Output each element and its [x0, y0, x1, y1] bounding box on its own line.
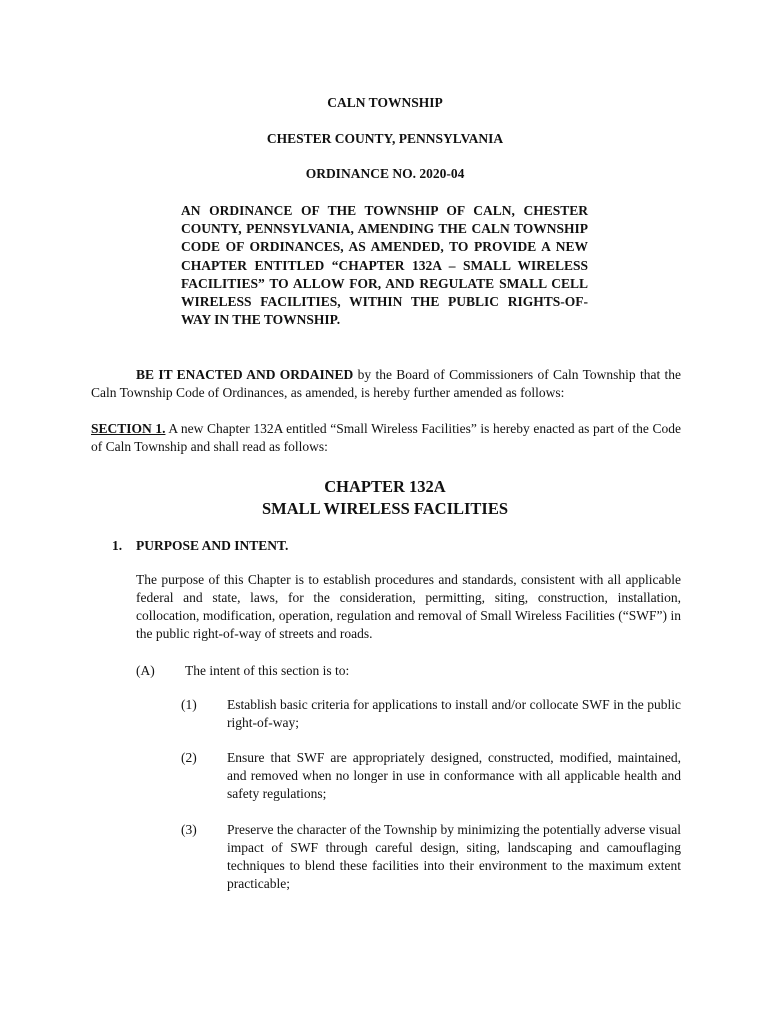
intent-item-text: Ensure that SWF are appropriately designed, constructed, modified, maintained, and removed when no longer in use in conformance with all applicable health and safety regulations; — [227, 750, 681, 801]
chapter-number: CHAPTER 132A — [324, 477, 446, 496]
section-1-paragraph — [91, 420, 681, 456]
chapter-title: SMALL WIRELESS FACILITIES — [261, 499, 509, 518]
ordinance-number: ORDINANCE NO. 2020-04 — [305, 166, 465, 181]
intent-item-number: (3) — [181, 822, 197, 837]
purpose-paragraph: The purpose of this Chapter is to establish procedures and standards, consistent with all applicable federal and state, laws, for the consideration, permitting, siting, construction, installation, collocation, modification, operation, regulation and removal of Small Wireless Facilities (“SWF”) in the public right-of-way of streets and roads. — [136, 572, 681, 641]
intent-item-number: (2) — [181, 750, 197, 765]
intent-item-number: (1) — [181, 697, 197, 712]
section-1-text: A new Chapter 132A entitled “Small Wireless Facilities” is hereby enacted as part of the Code of Caln Township and shall read as follows: — [91, 421, 681, 454]
purpose-heading: PURPOSE AND INTENT. — [136, 538, 289, 553]
purpose-number: 1. — [112, 538, 123, 553]
intent-text: The intent of this section is to: — [185, 663, 350, 678]
enactment-paragraph — [91, 366, 681, 402]
intent-label: (A) — [136, 663, 155, 678]
township-name: CALN TOWNSHIP — [327, 95, 443, 110]
county-name: CHESTER COUNTY, PENNSYLVANIA — [266, 131, 504, 146]
ordinance-title: AN ORDINANCE OF THE TOWNSHIP OF CALN, CHESTER COUNTY, PENNSYLVANIA, AMENDING THE CALN TOWNSHIP CODE OF ORDINANCES, AS AMENDED, TO PROVIDE A NEW CHAPTER ENTITLED “CHAPTER 132A – SMALL WIRELESS FACILITIES” TO ALLOW FOR, AND REGULATE SMALL CELL WIRELESS FACILITIES, WITHIN THE PUBLIC RIGHTS-OF-WAY IN THE TOWNSHIP. — [181, 203, 588, 328]
intent-item-text: Establish basic criteria for applications to install and/or collocate SWF in the public right-of-way; — [227, 697, 681, 730]
enactment-text: by the Board of Commissioners of Caln Township that the Caln Township Code of Ordinances, as amended, is hereby further amended as follows: — [91, 367, 681, 400]
intent-item-text: Preserve the character of the Township by minimizing the potentially adverse visual impact of SWF through careful design, siting, landscaping and camouflaging techniques to blend these facilities into their environment to the maximum extent practicable; — [227, 822, 681, 891]
enactment-lead: BE IT ENACTED AND ORDAINED — [136, 367, 354, 382]
section-1-label: SECTION 1. — [91, 421, 166, 436]
